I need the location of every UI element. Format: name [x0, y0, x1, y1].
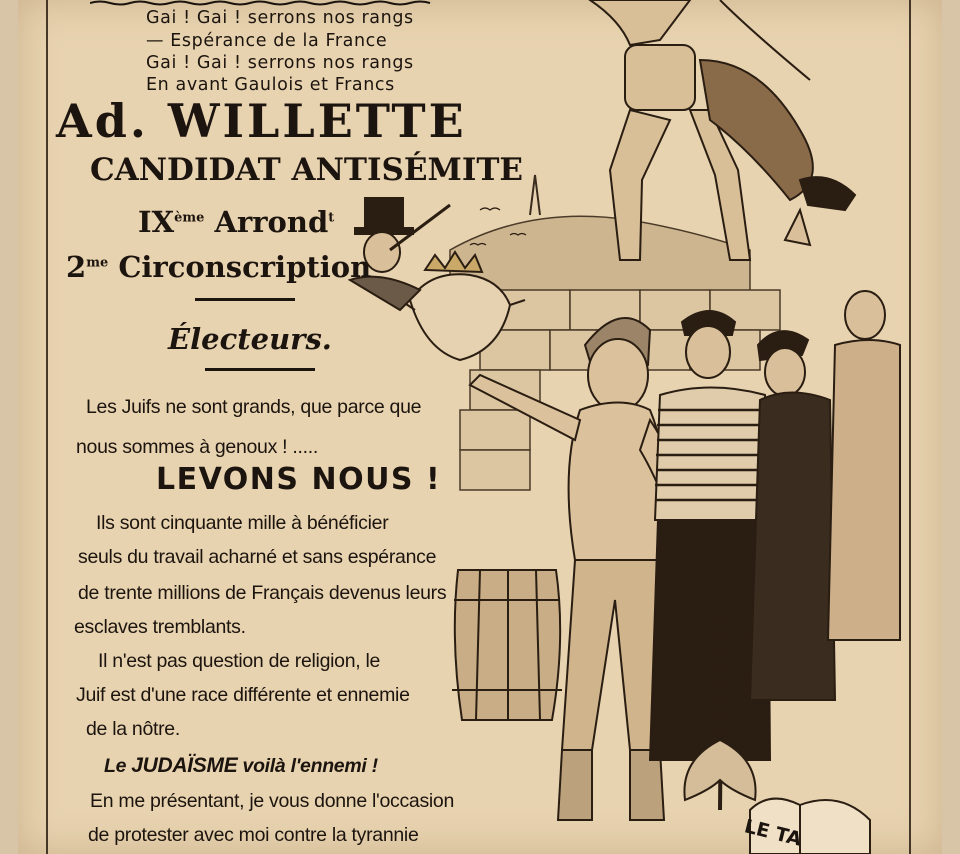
body-line-3: Ils sont cinquante mille à bénéficier: [96, 512, 389, 534]
arrondissement-word: Arrond: [214, 205, 329, 239]
chorus-line-2: — Espérance de la France: [146, 31, 388, 51]
body-line-5: de trente millions de Français devenus leurs: [78, 582, 447, 604]
body-line-2: nous sommes à genoux ! .....: [76, 436, 318, 458]
chorus-line-3: Gai ! Gai ! serrons nos rangs: [146, 53, 414, 73]
circ-word: Circonscription: [118, 250, 372, 284]
candidate-name: Ad. WILLETTE: [56, 94, 467, 148]
body-line-8: Juif est d'une race différente et ennemie: [76, 684, 410, 706]
body-line-10: [104, 754, 378, 778]
divider-rule: [195, 298, 295, 301]
body-line-4: seuls du travail acharné et sans espérance: [78, 546, 437, 568]
electeurs-heading: Électeurs.: [168, 322, 332, 356]
body-line-1: Les Juifs ne sont grands, que parce que: [86, 396, 422, 418]
circ-number: 2: [66, 250, 87, 284]
cap-worker-figure: [750, 331, 835, 700]
judaisme-suffix: voilà l'ennemi !: [237, 755, 378, 777]
top-cut-line: [90, 0, 450, 6]
judaisme-prefix: Le: [104, 755, 132, 777]
judaisme-word: JUDAÏSME: [131, 754, 238, 777]
tablet-inscription: LE TA: [742, 815, 804, 851]
body-line-9: de la nôtre.: [86, 718, 180, 740]
levons-nous: LEVONS NOUS !: [156, 462, 442, 497]
arrondissement-suffix: ème: [174, 210, 205, 226]
arrondissement-abbr: t: [328, 210, 335, 226]
chorus-line-4: En avant Gaulois et Francs: [146, 75, 395, 95]
arrondissement: [138, 205, 334, 239]
top-warrior-figure: [590, 0, 813, 260]
circonscription: [66, 250, 371, 284]
chorus-line-1: Gai ! Gai ! serrons nos rangs: [146, 8, 414, 28]
arrondissement-number: IX: [138, 205, 175, 239]
heading-underline: [205, 368, 315, 371]
body-line-12: de protester avec moi contre la tyrannie: [88, 824, 419, 846]
candidate-title: CANDIDAT ANTISÉMITE: [90, 152, 524, 188]
circ-suffix: me: [86, 255, 109, 271]
body-line-6: esclaves tremblants.: [74, 616, 246, 638]
body-line-7: Il n'est pas question de religion, le: [98, 650, 381, 672]
body-line-11: En me présentant, je vous donne l'occasion: [90, 790, 455, 812]
